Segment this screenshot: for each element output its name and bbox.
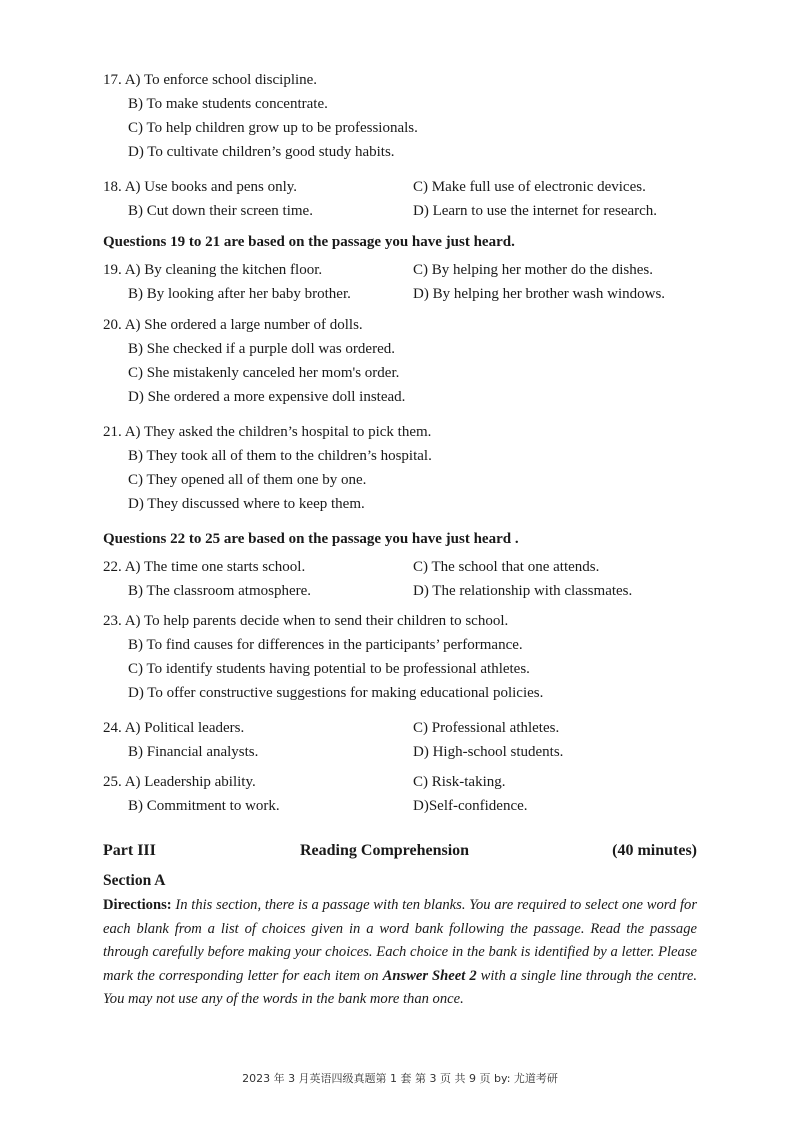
question-number: 19.	[103, 262, 122, 278]
question-21-option-d: D) They discussed where to keep them.	[128, 496, 365, 512]
question-17-option-d: D) To cultivate children’s good study habits.	[128, 144, 395, 160]
question-24-option-b: B) Financial analysts.	[128, 744, 259, 760]
question-25-option-b: B) Commitment to work.	[128, 798, 280, 814]
part-title: Reading Comprehension	[300, 842, 470, 859]
question-22-option-d: D) The relationship with classmates.	[413, 583, 633, 599]
question-20-option-c: C) She mistakenly canceled her mom's order.	[128, 365, 400, 381]
question-number: 17.	[103, 72, 122, 88]
question-20-option-a: 20. A) She ordered a large number of dolls.	[103, 317, 363, 333]
question-24-option-c: C) Professional athletes.	[413, 720, 560, 736]
question-18-option-a: 18. A) Use books and pens only.	[103, 179, 298, 195]
part-time: (40 minutes)	[612, 842, 697, 859]
question-25-option-a: 25. A) Leadership ability.	[103, 774, 256, 790]
answer-sheet-ref: Answer Sheet 2	[382, 967, 477, 984]
question-23-option-c: C) To identify students having potential to be professional athletes.	[128, 661, 530, 677]
question-17-option-b: B) To make students concentrate.	[128, 96, 328, 112]
question-18-option-b: B) Cut down their screen time.	[128, 203, 313, 219]
question-24-option-d: D) High-school students.	[413, 744, 564, 760]
directions-paragraph: Directions: In this section, there is a passage with ten blanks. You are required to select one word for each blank from a list of choices given in a word bank following the passage. Read the passage through carefully before making your choices. Each choice in the bank is identified by a letter. Please mark the corresponding letter for each item on Answer Sheet 2 with a single line through the centre. You may not use any of the words in the bank more than once.	[103, 897, 697, 1007]
question-17-option-c: C) To help children grow up to be professionals.	[128, 120, 418, 136]
question-19-option-a: 19. A) By cleaning the kitchen floor.	[103, 262, 323, 278]
question-21-option-a: 21. A) They asked the children’s hospital to pick them.	[103, 424, 432, 440]
questions-22-25-heading: Questions 22 to 25 are based on the passage you have just heard .	[103, 531, 519, 547]
question-20-option-b: B) She checked if a purple doll was ordered.	[128, 341, 395, 357]
question-21-option-c: C) They opened all of them one by one.	[128, 472, 367, 488]
question-25-option-c: C) Risk-taking.	[413, 774, 506, 790]
question-23-option-b: B) To find causes for differences in the participants’ performance.	[128, 637, 523, 653]
directions-label: Directions:	[103, 897, 172, 913]
questions-19-21-heading: Questions 19 to 21 are based on the passage you have just heard.	[103, 234, 515, 250]
question-23-option-d: D) To offer constructive suggestions for making educational policies.	[128, 685, 544, 701]
part-label: Part III	[103, 842, 156, 859]
question-22-option-c: C) The school that one attends.	[413, 559, 600, 575]
question-22-option-a: 22. A) The time one starts school.	[103, 559, 306, 575]
question-number: 20.	[103, 317, 122, 333]
question-number: 22.	[103, 559, 122, 575]
question-number: 23.	[103, 613, 122, 629]
question-21-option-b: B) They took all of them to the children’s hospital.	[128, 448, 432, 464]
question-19-option-d: D) By helping her brother wash windows.	[413, 286, 666, 302]
question-number: 18.	[103, 179, 122, 195]
question-17-option-a: 17. A) To enforce school discipline.	[103, 72, 318, 88]
question-25-option-d: D)Self-confidence.	[413, 798, 528, 814]
question-18-option-c: C) Make full use of electronic devices.	[413, 179, 646, 195]
section-title: Section A	[103, 872, 166, 889]
question-22-option-b: B) The classroom atmosphere.	[128, 583, 312, 599]
question-23-option-a: 23. A) To help parents decide when to send their children to school.	[103, 613, 509, 629]
question-number: 21.	[103, 424, 122, 440]
question-19-option-c: C) By helping her mother do the dishes.	[413, 262, 653, 278]
question-20-option-d: D) She ordered a more expensive doll instead.	[128, 389, 406, 405]
page-footer: 2023 年 3 月英语四级真题第 1 套 第 3 页 共 9 页 by: 尤道考研	[242, 1072, 558, 1085]
question-18-option-d: D) Learn to use the internet for research.	[413, 203, 658, 219]
part-header	[103, 842, 697, 862]
question-19-option-b: B) By looking after her baby brother.	[128, 286, 351, 302]
question-number: 24.	[103, 720, 122, 736]
question-24-option-a: 24. A) Political leaders.	[103, 720, 245, 736]
question-number: 25.	[103, 774, 122, 790]
